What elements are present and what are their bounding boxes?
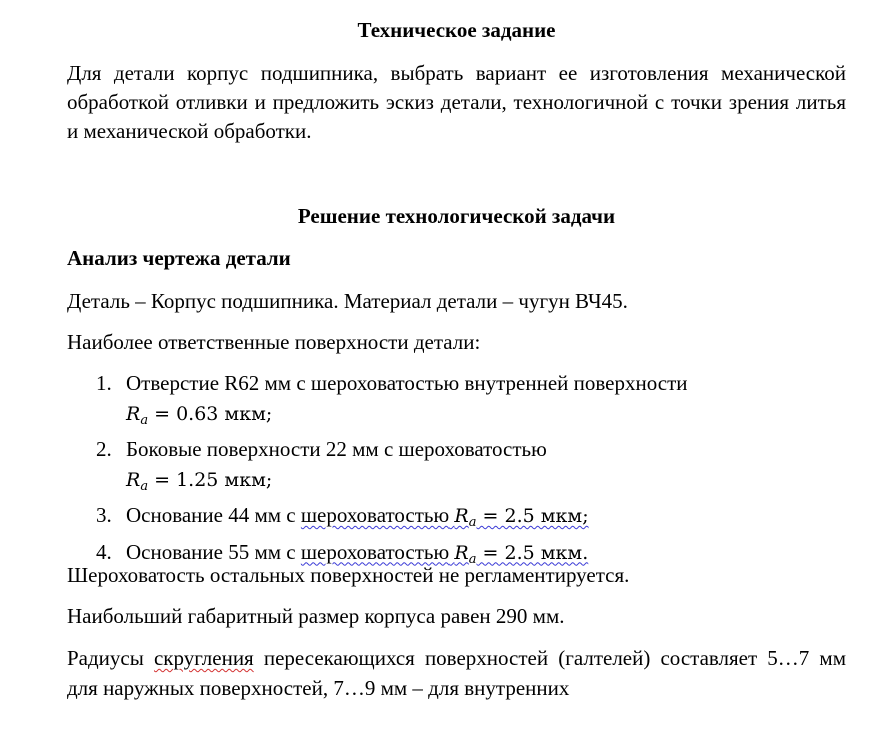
list-item (96, 369, 687, 435)
list-item-text: Отверстие R62 мм с шероховатостью внутренней поверхности (126, 371, 688, 395)
list-item-text: Основание 44 мм с (126, 503, 301, 527)
detail-material-line: Деталь – Корпус подшипника. Материал детали – чугун ВЧ45. (67, 289, 628, 313)
surfaces-intro-line: Наиболее ответственные поверхности детали: (67, 330, 481, 354)
radii-paragraph: Радиусы скругления пересекающихся поверхностей (галтелей) составляет 5…7 мм для наружных поверхностей, 7…9 мм – для внутренних (67, 646, 846, 700)
solution-heading: Решение технологической задачи (297, 204, 616, 228)
document-title: Техническое задание (357, 18, 556, 42)
roughness-note-line: Шероховатость остальных поверхностей не регламентируется. (67, 563, 630, 587)
max-size-line: Наибольший габаритный размер корпуса равен 290 мм. (67, 604, 565, 628)
list-item (96, 435, 687, 501)
list-item-number: 2. (96, 437, 112, 461)
surfaces-list (96, 369, 687, 574)
list-item-text: Боковые поверхности 22 мм с шероховатостью (126, 437, 547, 461)
spelling-flagged-word[interactable]: скругления (153, 646, 254, 670)
task-paragraph: Для детали корпус подшипника, выбрать вариант ее изготовления механической обработкой отливки и предложить эскиз детали, технологичной с точки зрения литья и механической обработки. (67, 61, 846, 143)
list-item-number: 1. (96, 371, 112, 395)
list-item (96, 501, 687, 538)
roughness-formula: $R_a = 1.25$ мкм; (126, 468, 273, 494)
list-item-number: 4. (96, 539, 112, 564)
grammar-flagged-text[interactable]: шероховатостью $R_a = 2.5$ мкм. (300, 539, 589, 567)
analysis-heading: Анализ чертежа детали (67, 246, 291, 270)
grammar-flagged-text[interactable]: шероховатостью $R_a = 2.5$ мкм; (300, 503, 589, 530)
roughness-formula: $R_a = 0.63$ мкм; (126, 402, 273, 428)
list-item-number: 3. (96, 503, 112, 527)
list-item-text: Основание 55 мм с (126, 539, 301, 564)
